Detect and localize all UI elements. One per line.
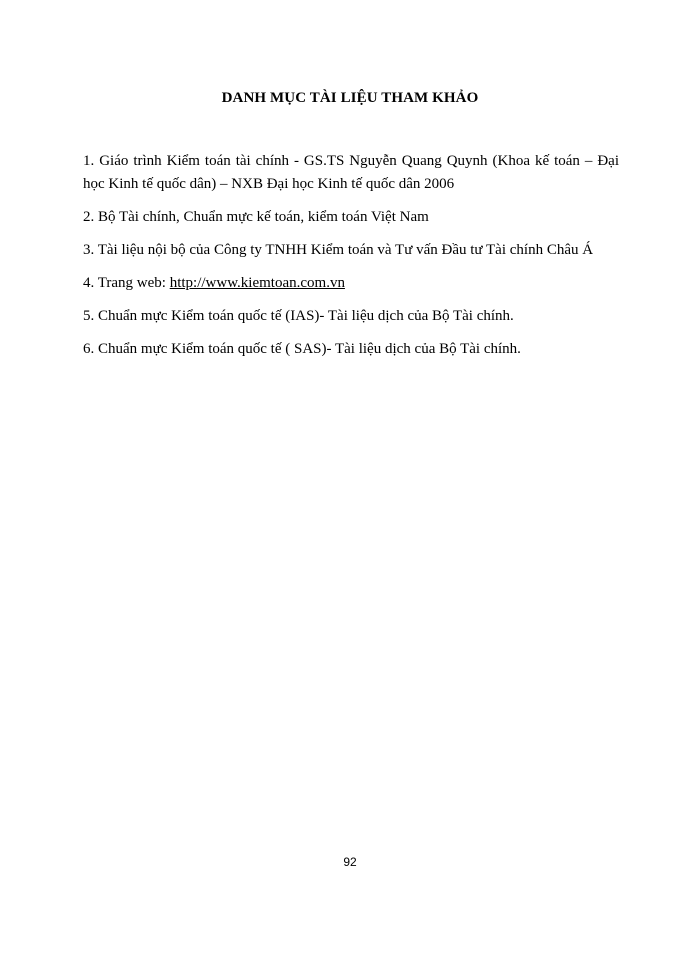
reference-item-4-prefix: 4. Trang web:: [83, 275, 170, 291]
reference-item-4: [83, 272, 619, 295]
page-title: DANH MỤC TÀI LIỆU THAM KHẢO: [221, 90, 479, 106]
reference-list: [83, 150, 619, 371]
page-number: 92: [343, 855, 357, 869]
reference-item-3: 3. Tài liệu nội bộ của Công ty TNHH Kiểm toán và Tư vấn Đầu tư Tài chính Châu Á: [83, 242, 594, 258]
reference-item-5: 5. Chuẩn mực Kiểm toán quốc tế (IAS)- Tài liệu dịch của Bộ Tài chính.: [83, 308, 514, 324]
website-link[interactable]: http://www.kiemtoan.com.vn: [169, 275, 345, 291]
reference-item-2: 2. Bộ Tài chính, Chuẩn mực kế toán, kiểm toán Việt Nam: [83, 209, 429, 225]
reference-item-6: 6. Chuẩn mực Kiểm toán quốc tế ( SAS)- Tài liệu dịch của Bộ Tài chính.: [83, 341, 521, 357]
reference-item-1: 1. Giáo trình Kiểm toán tài chính - GS.TS Nguyễn Quang Quynh (Khoa kế toán – Đại học Kinh tế quốc dân) – NXB Đại học Kinh tế quốc dân 2006: [83, 153, 619, 192]
